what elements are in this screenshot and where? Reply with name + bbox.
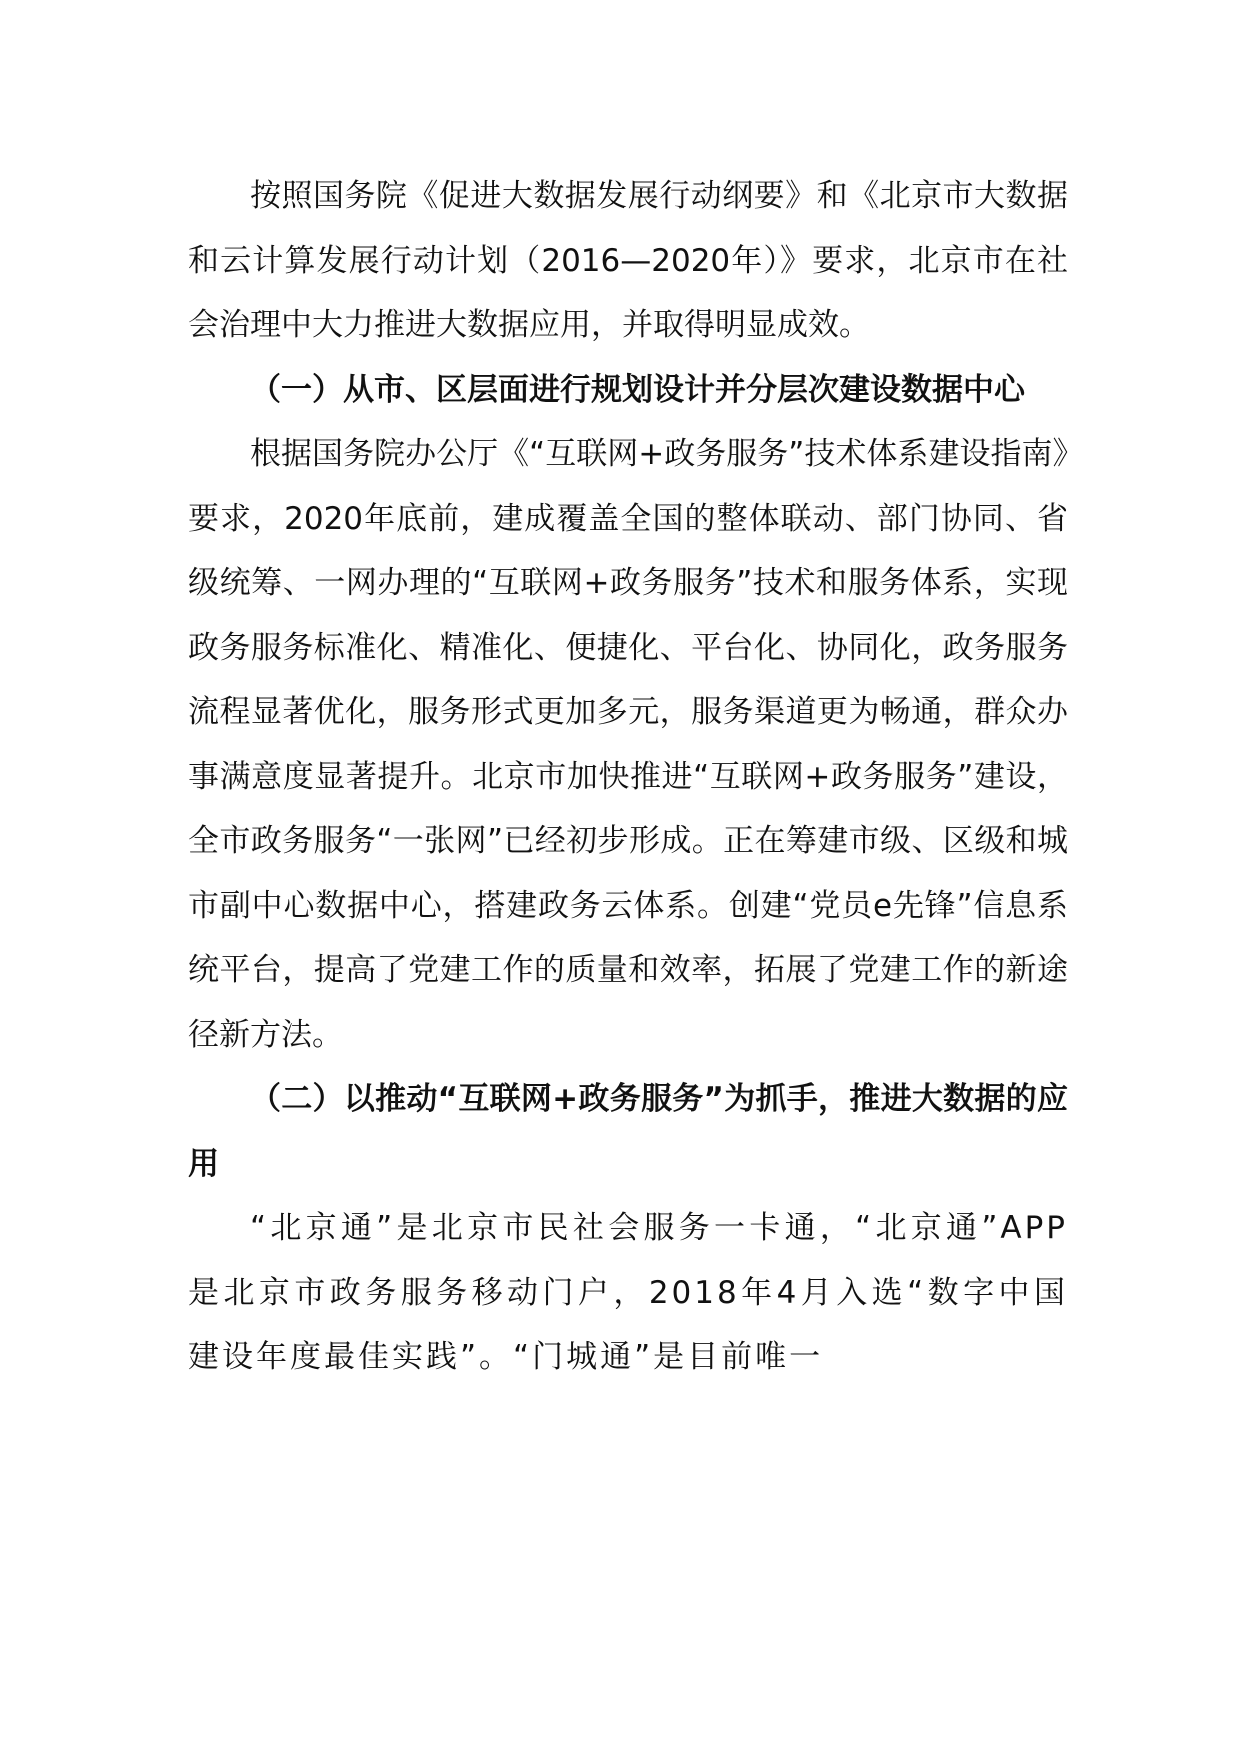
section-2-paragraph: “北京通”是北京市民社会服务一卡通，“北京通”APP是北京市政务服务移动门户，2018年4月入选“数字中国建设年度最佳实践”。“门城通”是目前唯一 xyxy=(188,1210,1068,1375)
section-heading-2: （二）以推动“互联网+政务服务”为抓手，推进大数据的应用 xyxy=(188,1081,1068,1182)
section-1-paragraph: 根据国务院办公厅《“互联网+政务服务”技术体系建设指南》要求，2020年底前，建成覆盖全国的整体联动、部门协同、省级统筹、一网办理的“互联网+政务服务”技术和服务体系，实现政务服务标准化、精准化、便捷化、平台化、协同化，政务服务流程显著优化，服务形式更加多元，服务渠道更为畅通，群众办事满意度显著提升。北京市加快推进“互联网+政务服务”建设，全市政务服务“一张网”已经初步形成。正在筹建市级、区级和城市副中心数据中心，搭建政务云体系。创建“党员e先锋”信息系统平台，提高了党建工作的质量和效率，拓展了党建工作的新途径新方法。 xyxy=(188,436,1068,1053)
section-heading-1: （一）从市、区层面进行规划设计并分层次建设数据中心 xyxy=(250,371,1025,408)
intro-paragraph: 按照国务院《促进大数据发展行动纲要》和《北京市大数据和云计算发展行动计划（2016—2020年）》要求，北京市在社会治理中大力推进大数据应用，并取得明显成效。 xyxy=(188,178,1068,343)
document-body xyxy=(188,164,1068,1390)
